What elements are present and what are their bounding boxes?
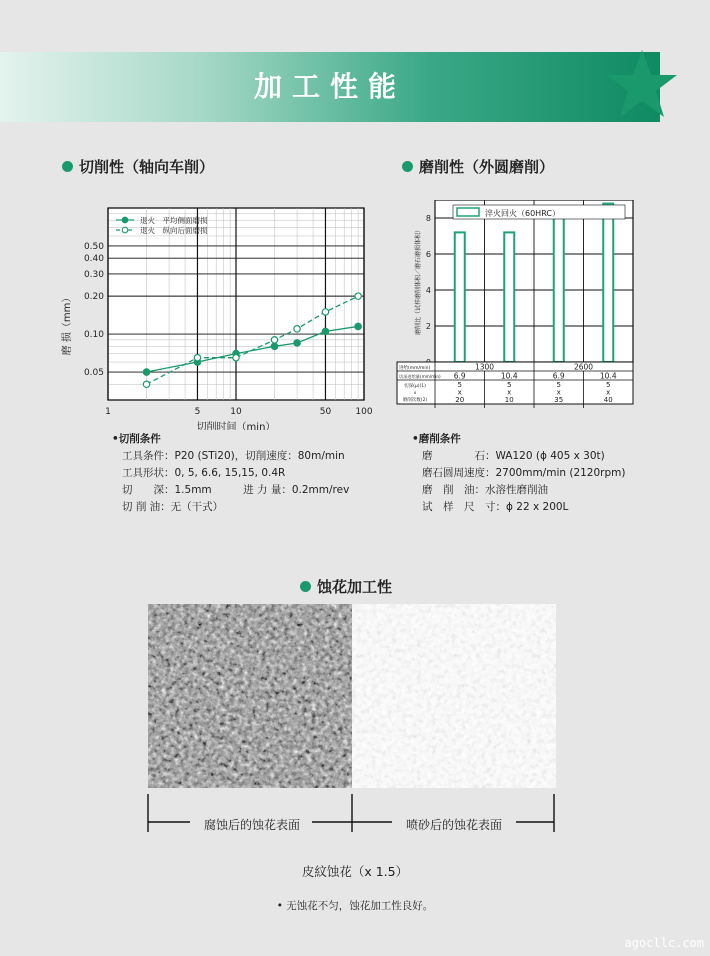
bar <box>554 218 564 362</box>
grinding-chart-svg <box>395 200 635 412</box>
etching-note: • 无蚀花不匀，蚀花加工性良好。 <box>276 900 434 912</box>
table-cell: 35 <box>554 396 564 404</box>
cutting-section-title: 切削性（轴向车削） <box>62 156 214 177</box>
data-point <box>355 323 361 329</box>
x-tick-label: 100 <box>355 407 373 417</box>
legend-marker <box>122 227 128 233</box>
y-tick-label: 2 <box>425 322 431 331</box>
watermark: agocllc.com <box>624 936 704 950</box>
legend-label: 淬火回火（60HRC） <box>485 209 560 218</box>
grinding-condition-line: 磨 石：WA120 (ϕ 405 x 30t) <box>422 450 605 462</box>
table-row-label: 磨削次数(2) <box>402 398 428 403</box>
table-cell: 1300 <box>474 362 495 372</box>
bullet-icon <box>402 161 413 172</box>
data-point <box>271 343 277 349</box>
cutting-condition-line: 工具条件：P20 (STi20)，切削速度：80m/min <box>122 450 345 462</box>
y-tick-label: 6 <box>425 250 431 259</box>
grinding-condition-line: 磨石圆周速度：2700mm/min (2120rpm) <box>422 467 626 479</box>
grinding-conditions-heading: •磨削条件 <box>412 433 461 445</box>
table-row-label: 进给(mm/min) <box>399 366 431 371</box>
sandblasted-surface-image <box>352 604 556 788</box>
data-point <box>355 293 361 299</box>
x-tick-label: 5 <box>194 407 201 417</box>
grinding-condition-line: 磨 削 油：水溶性磨削油 <box>422 484 548 496</box>
table-cell: 10.4 <box>500 371 518 381</box>
table-cell: x <box>457 388 462 397</box>
bullet-icon <box>62 161 73 172</box>
data-point <box>271 337 277 343</box>
bullet-icon <box>300 581 311 592</box>
data-point <box>143 369 149 375</box>
y-axis-label: 磨 损（mm） <box>62 292 73 356</box>
grinding-condition-line: 试 样 尺 寸：ϕ 22 x 200L <box>422 501 569 513</box>
table-cell: 10.4 <box>599 371 617 381</box>
grinding-section-title: 磨削性（外圆磨削） <box>402 156 554 177</box>
cutting-chart-svg <box>58 200 378 430</box>
table-cell: 6.9 <box>453 371 466 381</box>
data-point <box>322 328 328 334</box>
data-point <box>294 326 300 332</box>
table-cell: 20 <box>455 396 465 404</box>
table-cell: 5 <box>556 381 561 389</box>
y-tick-label: 0.20 <box>83 292 104 303</box>
bar <box>504 232 514 362</box>
star-icon <box>605 48 679 122</box>
y-tick-label: 0.30 <box>83 269 104 280</box>
table-cell: 2600 <box>573 362 594 372</box>
legend-label: 退火 平均侧面磨损 <box>140 216 208 225</box>
cutting-condition-line: 切 削 油：无（干式） <box>122 501 224 513</box>
page-title: 加工性能 <box>253 70 406 103</box>
table-cell: 5 <box>507 381 512 389</box>
legend-swatch <box>457 208 479 216</box>
grinding-ratio-chart <box>395 200 635 416</box>
table-cell: 5 <box>457 381 462 389</box>
cutting-condition-line: 切 深：1.5mm 进 力 量：0.2mm/rev <box>122 484 350 496</box>
y-tick-label: 0.05 <box>83 368 104 379</box>
table-cell: 40 <box>603 396 613 404</box>
table-cell: 5 <box>606 381 611 389</box>
bar <box>455 232 465 362</box>
data-point <box>294 340 300 346</box>
y-tick-label: 8 <box>425 214 431 223</box>
table-cell: x <box>606 388 611 397</box>
cutting-wear-chart <box>58 200 378 434</box>
x-axis-label: 切削时间（min） <box>196 422 276 430</box>
y-tick-label: 0.40 <box>83 254 104 265</box>
bar <box>603 204 613 362</box>
data-point <box>322 309 328 315</box>
etched-surface-image <box>148 604 352 788</box>
table-row-label: 切深(μ)(1) <box>404 384 426 389</box>
data-point <box>143 381 149 387</box>
table-frame <box>397 362 633 404</box>
table-cell: x <box>507 388 512 397</box>
legend-marker <box>122 217 128 223</box>
etching-caption: 皮紋蚀花（x 1.5） <box>301 864 409 879</box>
y-tick-label: 0.10 <box>83 330 104 341</box>
cutting-condition-line: 工具形状：0, 5, 6.6, 15,15, 0.4R <box>122 467 286 479</box>
table-cell: 6.9 <box>552 371 565 381</box>
table-row-label: x <box>413 391 417 396</box>
table-cell: x <box>556 388 561 397</box>
x-tick-label: 1 <box>105 407 111 417</box>
y-tick-label: 0.50 <box>83 241 104 252</box>
table-row-label: 切深进给量(mm/min) <box>399 374 441 379</box>
y-tick-label: 4 <box>425 286 431 295</box>
x-tick-label: 50 <box>319 407 332 417</box>
left-image-label: 腐蚀后的蚀花表面 <box>203 818 300 832</box>
x-tick-label: 10 <box>230 407 242 417</box>
data-point <box>194 354 200 360</box>
cutting-conditions <box>112 431 349 516</box>
legend-label: 退火 纵向后面磨损 <box>140 226 208 235</box>
cutting-conditions-heading: •切削条件 <box>112 433 161 445</box>
y-axis-label: 磨削比（试样磨削体积／磨石磨损体积） <box>415 226 422 336</box>
table-cell: 10 <box>504 396 514 404</box>
right-image-label: 喷砂后的蚀花表面 <box>405 818 502 832</box>
grinding-conditions <box>412 431 625 516</box>
etching-section-title: 蚀花加工性 <box>300 576 392 597</box>
data-point <box>233 354 239 360</box>
